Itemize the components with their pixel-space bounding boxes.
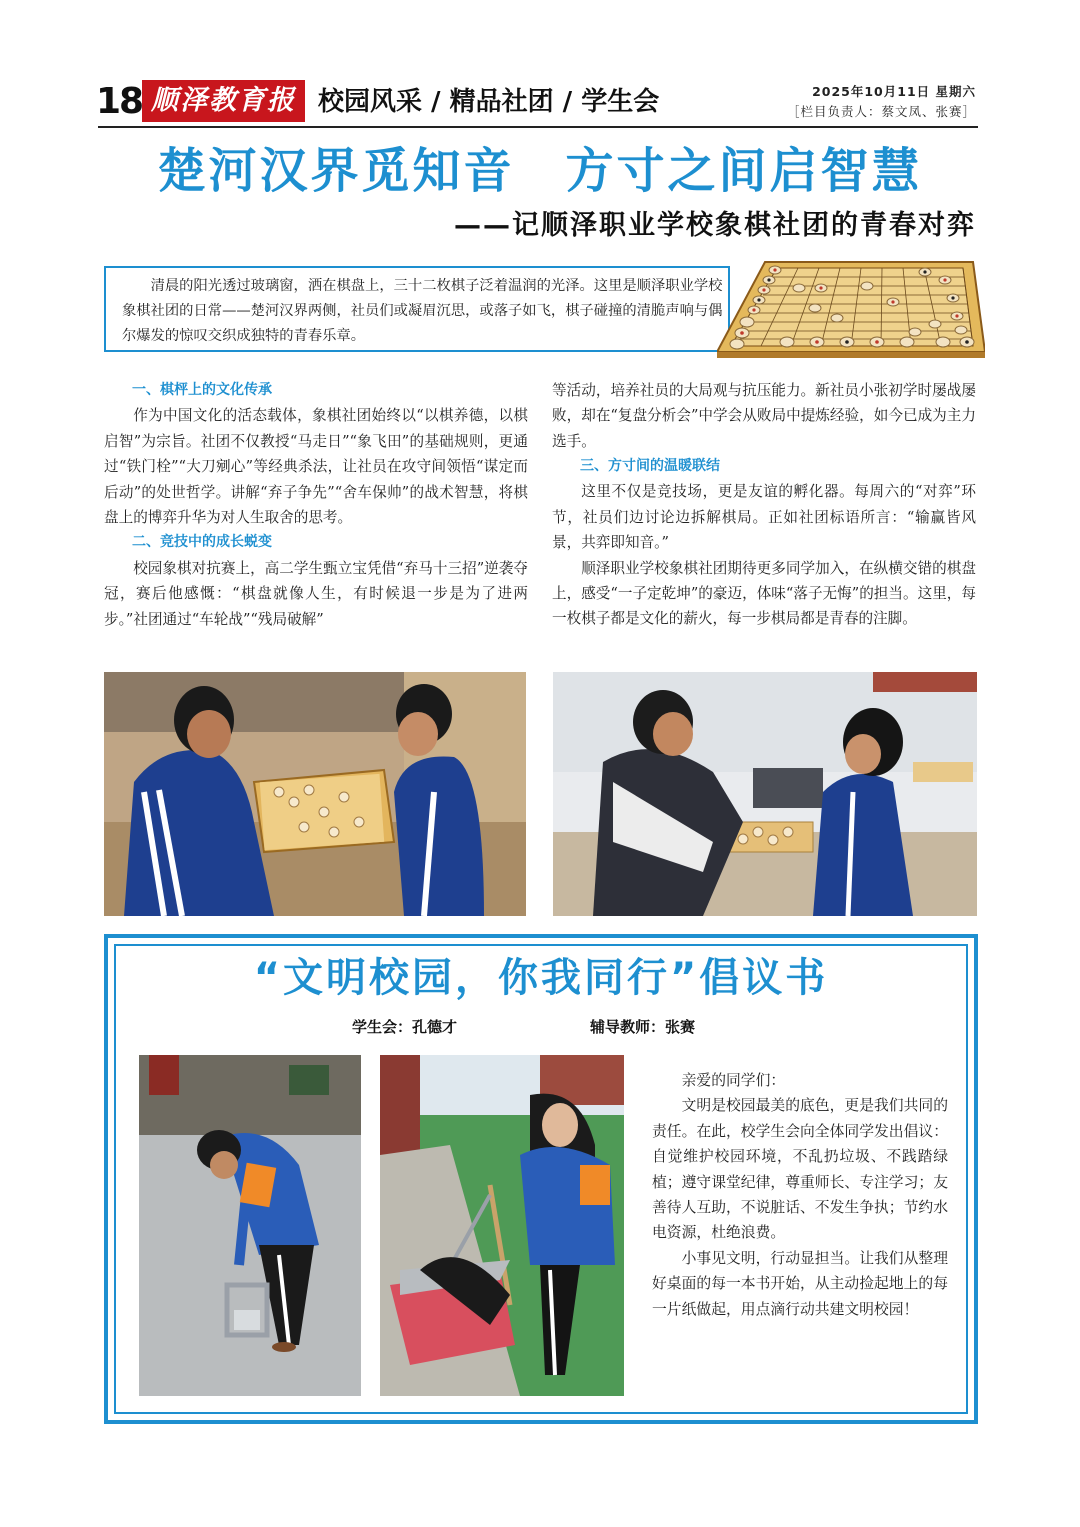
newspaper-logo: 顺泽教育报 [142, 80, 305, 122]
article-column-left [104, 378, 528, 632]
proposal-paragraph-2: 小事见文明，行动显担当。让我们从整理好桌面的每一本书开始，从主动捡起地上的每一片纸做起，用点滴行动共建文明校园！ [652, 1249, 948, 1318]
section-1-paragraph: 作为中国文化的活态载体，象棋社团始终以“以棋养德，以棋启智”为宗旨。社团不仅教授“马走日”“象飞田”的基础规则，更通过“铁门栓”“大刀剜心”等经典杀法，让社员在攻守间领悟“谋定而后动”的处世哲学。讲解“弃子争先”“舍车保帅”的战术智慧，将棋盘上的博弈升华为对人生取舍的思考。 [104, 407, 528, 527]
page-number: 18 [96, 81, 143, 122]
section-3-paragraph-2: 顺泽职业学校象棋社团期待更多同学加入，在纵横交错的棋盘上，感受“一子定乾坤”的豪迈，体味“落子无悔”的担当。这里，每一枚棋子都是文化的薪火，每一步棋局都是青春的注脚。 [552, 559, 976, 628]
lead-paragraph: 清晨的阳光透过玻璃窗，洒在棋盘上，三十二枚棋子泛着温润的光泽。这里是顺泽职业学校象棋社团的日常——楚河汉界两侧，社员们或凝眉沉思，或落子如飞，棋子碰撞的清脆声响与偶尔爆发的惊叹交织成独特的青春乐章。 [122, 278, 723, 344]
chess-students-photo-1 [104, 672, 526, 916]
section-heading-2: 二、竞技中的成长蜕变 [132, 534, 272, 551]
article-title: 楚河汉界觅知音 方寸之间启智慧 [157, 143, 923, 199]
student-cleaning-photo-1 [139, 1055, 361, 1396]
article-column-right [552, 378, 976, 632]
proposal-greeting: 亲爱的同学们： [681, 1072, 786, 1089]
proposal-author: 学生会：孔德才 [352, 1018, 458, 1036]
section-heading-1: 一、棋枰上的文化传承 [132, 382, 272, 398]
section-2-paragraph: 校园象棋对抗赛上，高二学生甄立宝凭借“弃马十三招”逆袭夺冠，赛后他感慨：“棋盘就像人生，有时候退一步是为了进两步。”社团通过“车轮战”“残局破解” [104, 559, 528, 628]
issue-date: 2025年10月11日 星期六 [812, 84, 976, 99]
proposal-paragraph-1: 文明是校园最美的底色，更是我们共同的责任。在此，校学生会向全体同学发出倡议：自觉维护校园环境，不乱扔垃圾、不践踏绿植；遵守课堂纪律，尊重师长、专注学习；友善待人互助，不说脏话、不发生争执；节约水电资源，杜绝浪费。 [652, 1097, 948, 1242]
section-label: 校园风采 / 精品社团 / 学生会 [318, 87, 660, 117]
column-editor: ［栏目负责人：蔡文凤、张赛］ [786, 104, 976, 119]
section-3-paragraph-1: 这里不仅是竞技场，更是友谊的孵化器。每周六的“对弈”环节，社员们边讨论边拆解棋局。正如社团标语所言：“输赢皆风景，共弈即知音。” [552, 483, 976, 552]
proposal-title: “文明校园，你我同行”倡议书 [253, 955, 829, 1001]
masthead-rule [98, 126, 978, 128]
chessboard-image [717, 258, 985, 360]
section-2-paragraph-continued: 等活动，培养社员的大局观与抗压能力。新社员小张初学时屡战屡败，却在“复盘分析会”中学会从败局中提炼经验，如今已成为主力选手。 [552, 382, 976, 450]
student-cleaning-photo-2 [380, 1055, 624, 1396]
proposal-body [652, 1068, 948, 1322]
article-subtitle: ——记顺泽职业学校象棋社团的青春对弈 [454, 210, 976, 241]
proposal-teacher: 辅导教师：张赛 [590, 1018, 696, 1036]
chess-students-photo-2 [553, 672, 977, 916]
section-heading-3: 三、方寸间的温暖联结 [580, 458, 720, 474]
